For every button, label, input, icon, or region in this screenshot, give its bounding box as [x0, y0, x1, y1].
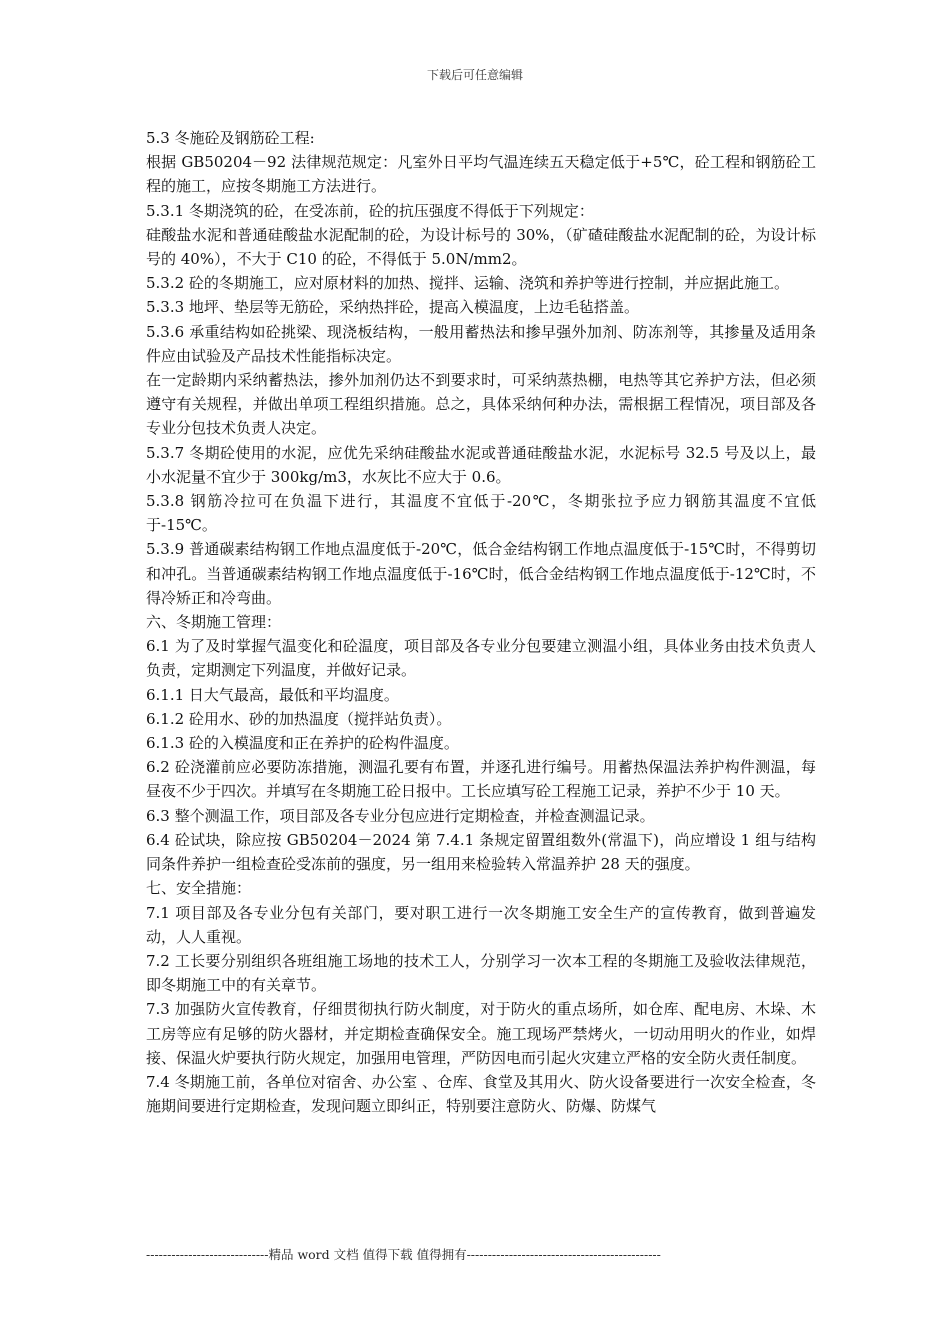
clause-6-3: 6.3 整个测温工作，项目部及各专业分包应进行定期检查，并检查测温记录。 [146, 806, 655, 825]
clause-5-3-7: 5.3.7 冬期砼使用的水泥，应优先采纳硅酸盐水泥或普通硅酸盐水泥，水泥标号 32.5 号及以上，最小水泥量不宜少于 300kg/m3，水灰比不应大于 0.6。 [146, 443, 816, 486]
clause-7-1: 7.1 项目部及各专业分包有关部门，要对职工进行一次冬期施工安全生产的宣传教育，做到普遍发动，人人重视。 [146, 903, 816, 946]
clause-7-4: 7.4 冬期施工前，各单位对宿舍、办公室 、仓库、食堂及其用火、防火设备要进行一次安全检查，冬施期间要进行定期检查，发现问题立即纠正，特别要注意防火、防爆、防煤气 [146, 1072, 816, 1116]
clause-5-3-8: 5.3.8 钢筋冷拉可在负温下进行，其温度不宜低于-20℃，冬期张拉予应力钢筋其温度不宜低于-15℃。 [146, 492, 816, 535]
page-footer: -----------------------------精品 word 文档 值得下载 值得拥有---------------------------------------------- [146, 1247, 661, 1262]
paragraph: 硅酸盐水泥和普通硅酸盐水泥配制的砼，为设计标号的 30%，（矿碴硅酸盐水泥配制的砼，为设计标号的 40%），不大于 C10 的砼，不得低于 5.0N/mm2。 [146, 225, 816, 269]
clause-7-3: 7.3 加强防火宣传教育，仔细贯彻执行防火制度，对于防火的重点场所，如仓库、配电房、木垛、木工房等应有足够的防火器材，并定期检查确保安全。施工现场严禁烤火，一切动用明火的作业，如焊接、保温火炉要执行防火规定，加强用电管理，严防因电而引起火灾建立严格的安全防火责任制度。 [146, 1000, 816, 1067]
clause-6-2: 6.2 砼浇灌前应必要防冻措施，测温孔要有布置，并逐孔进行编号。用蓄热保温法养护构件测温，每昼夜不少于四次。并填写在冬期施工砼日报中。工长应填写砼工程施工记录，养护不少于 10 天。 [146, 758, 816, 801]
paragraph: 根据 GB50204－92 法律规范规定：凡室外日平均气温连续五天稳定低于+5℃，砼工程和钢筋砼工程的施工，应按冬期施工方法进行。 [146, 153, 816, 196]
clause-6-1-3: 6.1.3 砼的入模温度和正在养护的砼构件温度。 [146, 734, 459, 753]
clause-5-3-2: 5.3.2 砼的冬期施工，应对原材料的加热、搅拌、运输、浇筑和养护等进行控制，并应据此施工。 [146, 274, 789, 293]
clause-5-3-1: 5.3.1 冬期浇筑的砼，在受冻前，砼的抗压强度不得低于下列规定： [146, 201, 594, 220]
clause-6-1-2: 6.1.2 砼用水、砂的加热温度（搅拌站负责）。 [146, 709, 452, 728]
clause-6-1: 6.1 为了及时掌握气温变化和砼温度，项目部及各专业分包要建立测温小组，具体业务由技术负责人负责，定期测定下列温度，并做好记录。 [146, 637, 816, 680]
clause-7-2: 7.2 工长要分别组织各班组施工场地的技术工人，分别学习一次本工程的冬期施工及验收法律规范，即冬期施工中的有关章节。 [146, 951, 816, 995]
document-body [146, 126, 816, 1118]
section-heading-6: 六、冬期施工管理： [146, 613, 282, 632]
clause-5-3-9: 5.3.9 普通碳素结构钢工作地点温度低于-20℃，低合金结构钢工作地点温度低于-15℃时，不得剪切和冲孔。当普通碳素结构钢工作地点温度低于-16℃时，低合金结构钢工作地点温度低于-12℃时，不得冷矫正和冷弯曲。 [146, 540, 816, 607]
clause-5-3-6: 5.3.6 承重结构如砼挑梁、现浇板结构，一般用蓄热法和掺早强外加剂、防冻剂等，其掺量及适用条件应由试验及产品技术性能指标决定。 [146, 322, 816, 365]
section-heading-7: 七、安全措施： [146, 879, 252, 898]
section-heading-5-3: 5.3 冬施砼及钢筋砼工程: [146, 129, 315, 147]
paragraph: 在一定龄期内采纳蓄热法，掺外加剂仍达不到要求时，可采纳蒸热棚，电热等其它养护方法，但必须遵守有关规程，并做出单项工程组织措施。总之，具体采纳何种办法，需根据工程情况，项目部及各专业分包技术负责人决定。 [146, 371, 816, 438]
clause-5-3-3: 5.3.3 地坪、垫层等无筋砼，采纳热拌砼，提高入模温度，上边毛毡搭盖。 [146, 298, 639, 317]
page-header: 下载后可任意编辑 [426, 68, 523, 82]
clause-6-4: 6.4 砼试块，除应按 GB50204－2024 第 7.4.1 条规定留置组数外(常温下)，尚应增设 1 组与结构同条件养护一组检查砼受冻前的强度，另一组用来检验转入常温养护 28 天的强度。 [146, 830, 816, 874]
clause-6-1-1: 6.1.1 日大气最高，最低和平均温度。 [146, 685, 399, 704]
